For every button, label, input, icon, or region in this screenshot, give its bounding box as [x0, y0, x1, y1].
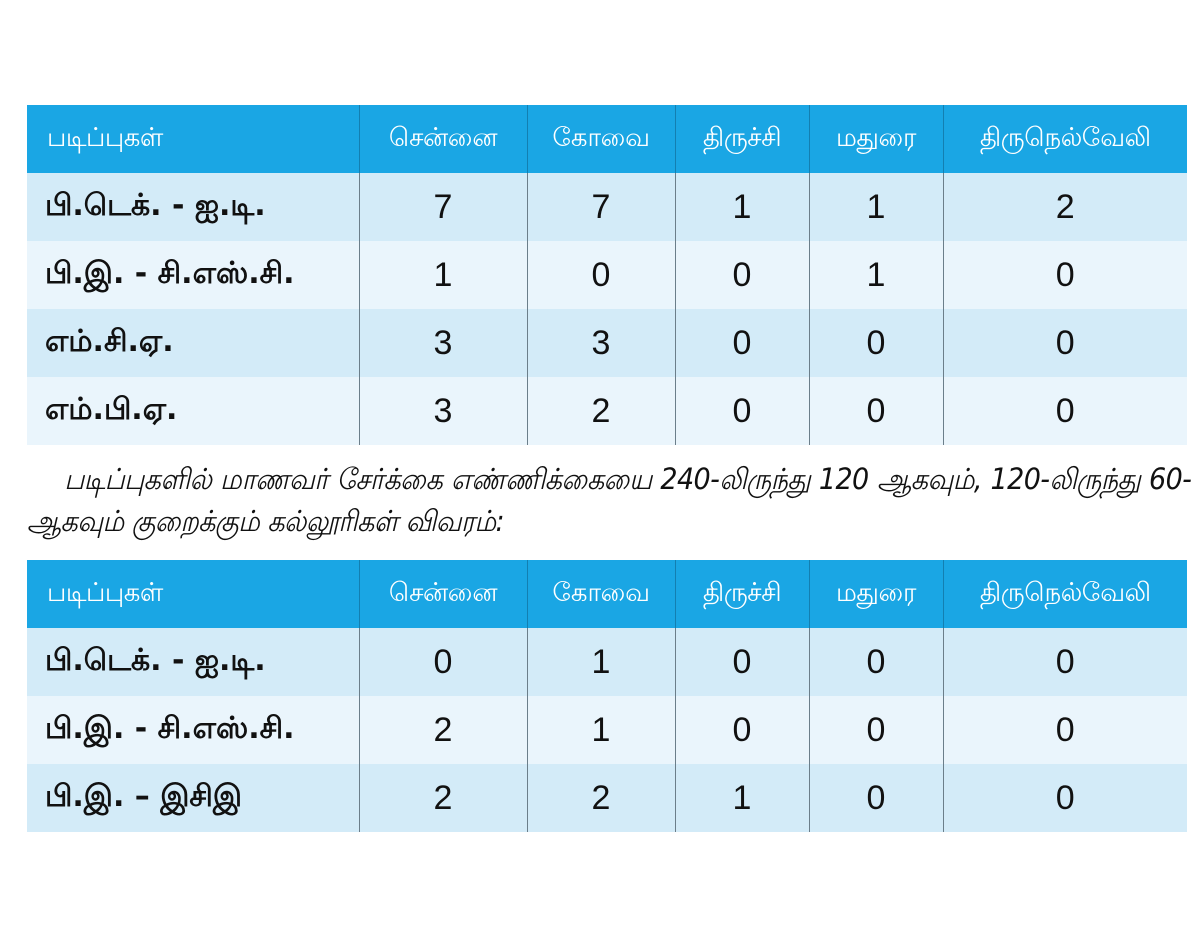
- cell-chennai: 7: [359, 173, 527, 241]
- course-name: பி.டெக். - ஐ.டி.: [27, 173, 359, 241]
- cell-madurai: 0: [809, 309, 943, 377]
- course-name: பி.டெக். - ஐ.டி.: [27, 628, 359, 696]
- cell-trichy: 0: [675, 309, 809, 377]
- cell-kovai: 7: [527, 173, 675, 241]
- course-name: பி.இ. - சி.எஸ்.சி.: [27, 241, 359, 309]
- cell-madurai: 0: [809, 696, 943, 764]
- cell-trichy: 0: [675, 628, 809, 696]
- cell-madurai: 0: [809, 764, 943, 832]
- cell-kovai: 2: [527, 377, 675, 445]
- table-row: [27, 241, 1187, 309]
- header-trichy: திருச்சி: [675, 105, 809, 173]
- course-name: எம்.பி.ஏ.: [27, 377, 359, 445]
- header-kovai: கோவை: [527, 560, 675, 628]
- table-header-row: [27, 560, 1187, 628]
- header-tirunelveli: திருநெல்வேலி: [943, 105, 1187, 173]
- cell-tirunelveli: 2: [943, 173, 1187, 241]
- table-row: [27, 696, 1187, 764]
- header-chennai: சென்னை: [359, 560, 527, 628]
- cell-kovai: 2: [527, 764, 675, 832]
- course-name: பி.இ. - சி.எஸ்.சி.: [27, 696, 359, 764]
- cell-tirunelveli: 0: [943, 628, 1187, 696]
- table-row: [27, 764, 1187, 832]
- cell-chennai: 1: [359, 241, 527, 309]
- table-header-row: [27, 105, 1187, 173]
- cell-chennai: 2: [359, 764, 527, 832]
- cell-kovai: 3: [527, 309, 675, 377]
- cell-tirunelveli: 0: [943, 309, 1187, 377]
- course-name: பி.இ. – இசிஇ: [27, 764, 359, 832]
- table-row: [27, 309, 1187, 377]
- cell-tirunelveli: 0: [943, 764, 1187, 832]
- header-courses: படிப்புகள்: [27, 105, 359, 173]
- cell-trichy: 1: [675, 764, 809, 832]
- cell-trichy: 0: [675, 377, 809, 445]
- table-row: [27, 173, 1187, 241]
- cell-madurai: 1: [809, 241, 943, 309]
- cell-kovai: 1: [527, 696, 675, 764]
- header-chennai: சென்னை: [359, 105, 527, 173]
- table-row: [27, 377, 1187, 445]
- course-name: எம்.சி.ஏ.: [27, 309, 359, 377]
- cell-tirunelveli: 0: [943, 241, 1187, 309]
- cell-chennai: 3: [359, 309, 527, 377]
- cell-madurai: 0: [809, 377, 943, 445]
- header-madurai: மதுரை: [809, 560, 943, 628]
- cell-tirunelveli: 0: [943, 696, 1187, 764]
- header-tirunelveli: திருநெல்வேலி: [943, 560, 1187, 628]
- cell-trichy: 0: [675, 241, 809, 309]
- cell-madurai: 1: [809, 173, 943, 241]
- header-courses: படிப்புகள்: [27, 560, 359, 628]
- college-count-table-2: [27, 560, 1187, 832]
- cell-kovai: 1: [527, 628, 675, 696]
- cell-chennai: 0: [359, 628, 527, 696]
- table-row: [27, 628, 1187, 696]
- cell-trichy: 1: [675, 173, 809, 241]
- cell-chennai: 2: [359, 696, 527, 764]
- header-kovai: கோவை: [527, 105, 675, 173]
- college-count-table-1: [27, 105, 1187, 445]
- cell-trichy: 0: [675, 696, 809, 764]
- cell-kovai: 0: [527, 241, 675, 309]
- cell-chennai: 3: [359, 377, 527, 445]
- table-caption: படிப்புகளில் மாணவர் சேர்க்கை எண்ணிக்கையை 240-லிருந்து 120 ஆகவும், 120-லிருந்து 60-ஆகவும் குறைக்கும் கல்லூரிகள் விவரம்:: [27, 462, 1192, 538]
- cell-madurai: 0: [809, 628, 943, 696]
- cell-tirunelveli: 0: [943, 377, 1187, 445]
- header-trichy: திருச்சி: [675, 560, 809, 628]
- header-madurai: மதுரை: [809, 105, 943, 173]
